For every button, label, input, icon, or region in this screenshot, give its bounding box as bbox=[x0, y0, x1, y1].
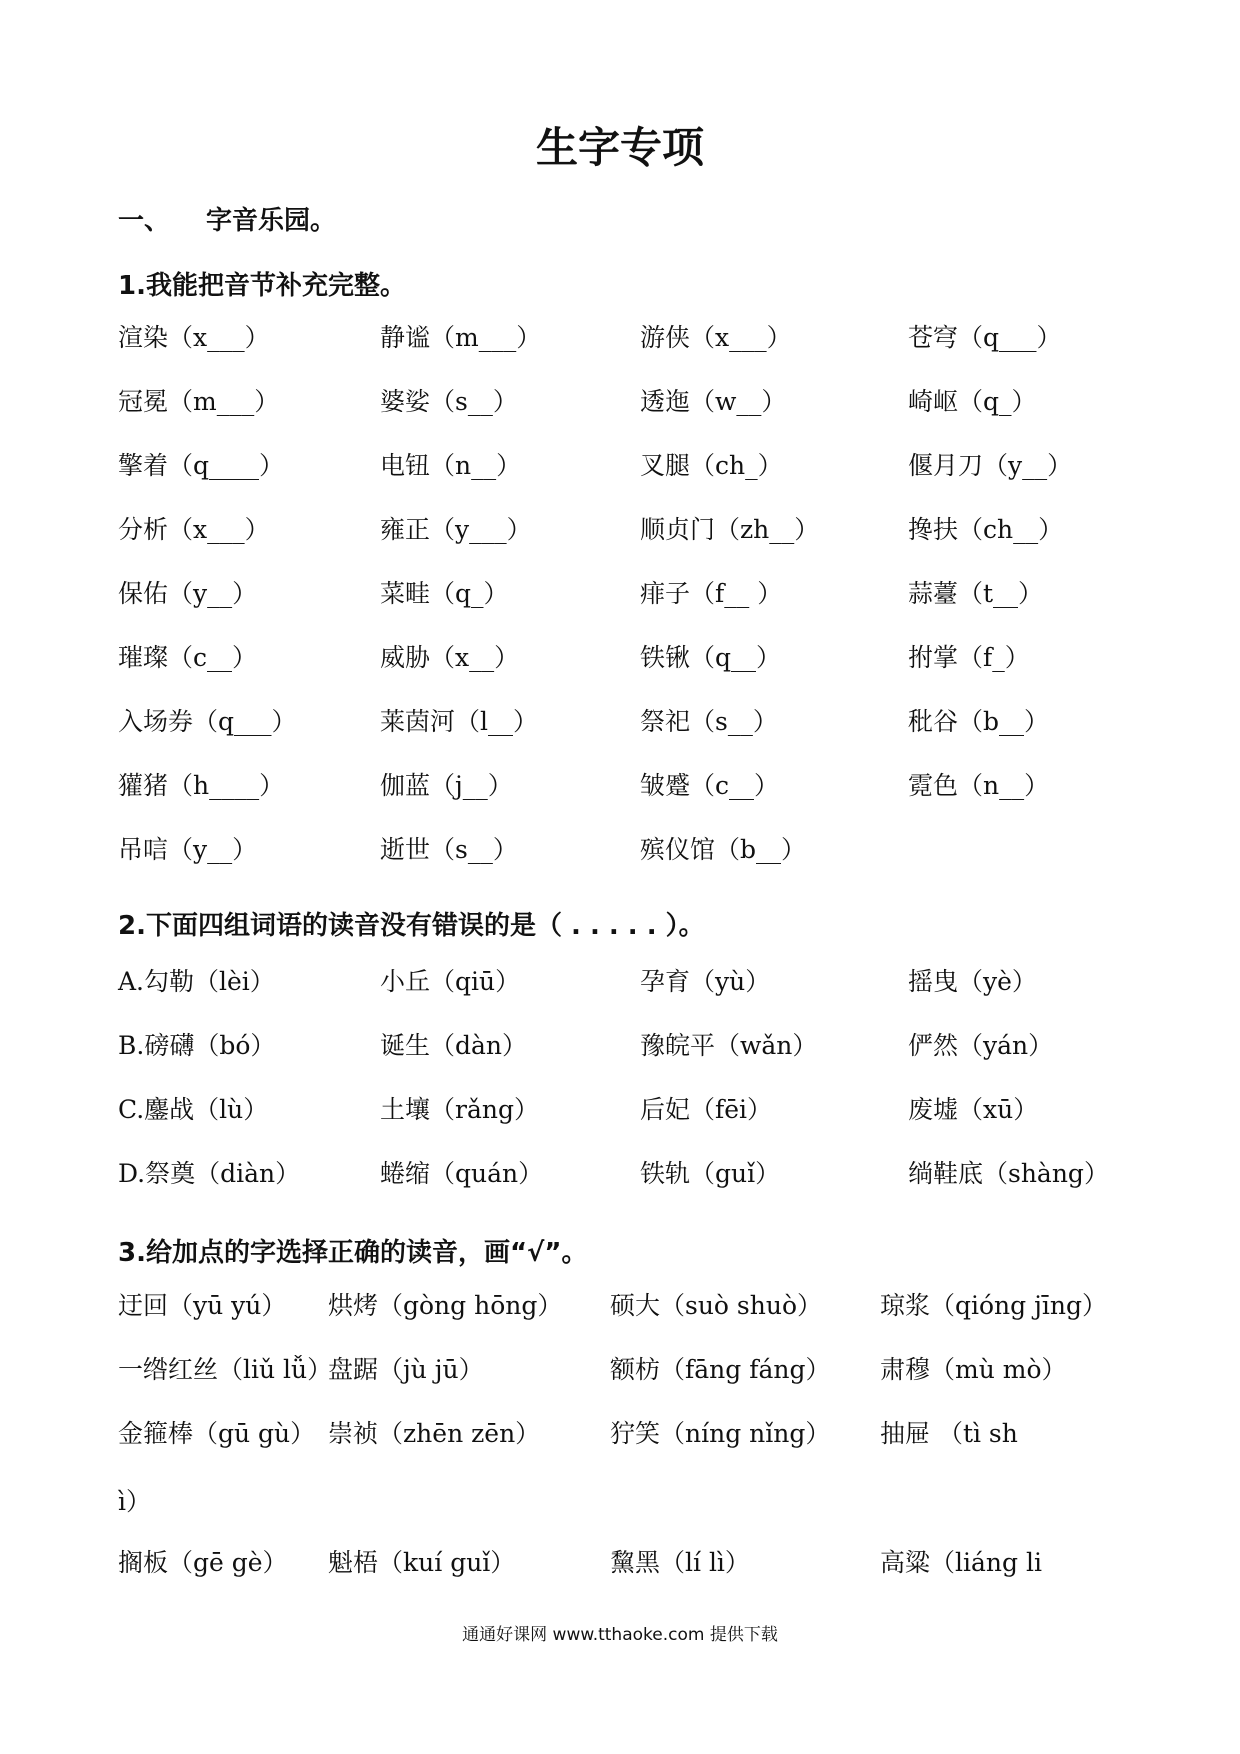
q2-item: A.勾勒（lèi） bbox=[118, 967, 275, 996]
q1-item: 保佑（y__） bbox=[118, 579, 258, 608]
q3-item: 盘踞（jù jū） bbox=[328, 1355, 484, 1384]
q2-item: 摇曳（yè） bbox=[908, 967, 1037, 996]
section-number: 一、 bbox=[118, 206, 171, 236]
q1-item: 婆娑（s__） bbox=[380, 387, 518, 416]
q2-option-row bbox=[0, 962, 1240, 1002]
q1-item: 璀璨（c__） bbox=[118, 643, 258, 672]
q3-item: 金箍棒（gū gù） bbox=[118, 1419, 316, 1448]
q3-item: 搁板（gē gè） bbox=[118, 1548, 288, 1577]
q3-item: 硕大（suò shuò） bbox=[610, 1291, 823, 1320]
q1-item: 吊唁（y__） bbox=[118, 835, 258, 864]
q1-item: 威胁（x__） bbox=[380, 643, 520, 672]
q1-item: 拊掌（f_） bbox=[908, 643, 1030, 672]
q2-item: 铁轨（guǐ） bbox=[640, 1159, 781, 1188]
q2-item: 后妃（fēi） bbox=[640, 1095, 773, 1124]
q1-item: 冠冕（m___） bbox=[118, 387, 280, 416]
q1-item: 铁锹（q__） bbox=[640, 643, 782, 672]
question-3-title: 3.给加点的字选择正确的读音，画“√”。 bbox=[118, 1238, 588, 1268]
q3-row bbox=[0, 1414, 1240, 1454]
q1-row bbox=[0, 446, 1240, 486]
q1-item: 电钮（n__） bbox=[380, 451, 522, 480]
q1-item: 菜畦（q_） bbox=[380, 579, 509, 608]
q1-item: 静谧（m___） bbox=[380, 323, 542, 352]
q3-item: 琼浆（qióng jīng） bbox=[880, 1291, 1107, 1320]
q1-row bbox=[0, 510, 1240, 550]
q1-item: 獾猪（h____） bbox=[118, 771, 285, 800]
q3-item: 一绺红丝（liǔ lǚ） bbox=[118, 1355, 333, 1384]
q1-item: 雍正（y___） bbox=[380, 515, 532, 544]
q3-item: 魁梧（kuí guǐ） bbox=[328, 1548, 516, 1577]
q1-item: 皱蹙（c__） bbox=[640, 771, 780, 800]
page-title: 生字专项 bbox=[535, 123, 704, 172]
q3-row bbox=[0, 1286, 1240, 1326]
q1-row bbox=[0, 318, 1240, 358]
q3-row bbox=[0, 1350, 1240, 1390]
q3-item: 烘烤（gòng hōng） bbox=[328, 1291, 563, 1320]
q2-item: 蜷缩（quán） bbox=[380, 1159, 544, 1188]
q1-item: 搀扶（ch__） bbox=[908, 515, 1064, 544]
q3-item: 额枋（fāng fáng） bbox=[610, 1355, 831, 1384]
q1-row bbox=[0, 702, 1240, 742]
q2-item: 土壤（rǎng） bbox=[380, 1095, 539, 1124]
section-heading bbox=[118, 200, 336, 237]
q1-row bbox=[0, 830, 1240, 870]
q2-item: 孕育（yù） bbox=[640, 967, 771, 996]
q1-item: 莱茵河（l__） bbox=[380, 707, 538, 736]
section-title: 字音乐园。 bbox=[206, 206, 337, 236]
q3-item: 肃穆（mù mò） bbox=[880, 1355, 1067, 1384]
q1-row bbox=[0, 638, 1240, 678]
q2-item: B.磅礴（bó） bbox=[118, 1031, 276, 1060]
q1-item: 祭祀（s__） bbox=[640, 707, 778, 736]
q1-item: 崎岖（q_） bbox=[908, 387, 1037, 416]
q1-item: 苍穹（q___） bbox=[908, 323, 1062, 352]
q2-item: 诞生（dàn） bbox=[380, 1031, 528, 1060]
q2-item: 俨然（yán） bbox=[908, 1031, 1054, 1060]
q1-item: 分析（x___） bbox=[118, 515, 270, 544]
q1-item: 逝世（s__） bbox=[380, 835, 518, 864]
question-1-title: 1.我能把音节补充完整。 bbox=[118, 271, 406, 301]
q1-row bbox=[0, 574, 1240, 614]
q1-item: 顺贞门（zh__） bbox=[640, 515, 820, 544]
q1-item: 蒜薹（t__） bbox=[908, 579, 1044, 608]
q1-item: 入场券（q___） bbox=[118, 707, 297, 736]
q2-item: D.祭奠（diàn） bbox=[118, 1159, 301, 1188]
q2-option-row bbox=[0, 1090, 1240, 1130]
q2-item: 废墟（xū） bbox=[908, 1095, 1039, 1124]
q1-row bbox=[0, 382, 1240, 422]
q2-item: 小丘（qiū） bbox=[380, 967, 521, 996]
q1-item: 叉腿（ch_） bbox=[640, 451, 783, 480]
q1-item: 擎着（q____） bbox=[118, 451, 285, 480]
q3-item: 迂回（yū yú） bbox=[118, 1291, 287, 1320]
q3-item: 狞笑（níng nǐng） bbox=[610, 1419, 831, 1448]
q2-item: 豫皖平（wǎn） bbox=[640, 1031, 818, 1060]
question-2-title: 2.下面四组词语的读音没有错误的是（ . . . . . ）。 bbox=[118, 911, 705, 941]
q1-item: 偃月刀（y__） bbox=[908, 451, 1073, 480]
q3-item: 黧黑（lí lì） bbox=[610, 1548, 750, 1577]
q3-row bbox=[0, 1543, 1240, 1583]
q1-item: 透迤（w__） bbox=[640, 387, 787, 416]
q1-item: 伽蓝（j__） bbox=[380, 771, 513, 800]
q2-item: C.鏖战（lù） bbox=[118, 1095, 269, 1124]
q3-item: 高粱（liáng li bbox=[880, 1548, 1042, 1577]
q2-item: 绱鞋底（shàng） bbox=[908, 1159, 1109, 1188]
q1-item: 秕谷（b__） bbox=[908, 707, 1050, 736]
q1-item: 游侠（x___） bbox=[640, 323, 792, 352]
q1-item: 殡仪馆（b__） bbox=[640, 835, 807, 864]
q1-row bbox=[0, 766, 1240, 806]
q1-item: 霓色（n__） bbox=[908, 771, 1050, 800]
q3-item: 崇祯（zhēn zēn） bbox=[328, 1419, 541, 1448]
q1-item: 痱子（f__ ） bbox=[640, 579, 783, 608]
q2-option-row bbox=[0, 1026, 1240, 1066]
q1-item: 渲染（x___） bbox=[118, 323, 270, 352]
q3-item: 抽屉 （tì sh bbox=[880, 1419, 1018, 1448]
q2-option-row bbox=[0, 1154, 1240, 1194]
footer-credit: 通通好课网 www.tthaoke.com 提供下载 bbox=[462, 1625, 778, 1645]
q3-continuation: ì） bbox=[118, 1487, 151, 1516]
